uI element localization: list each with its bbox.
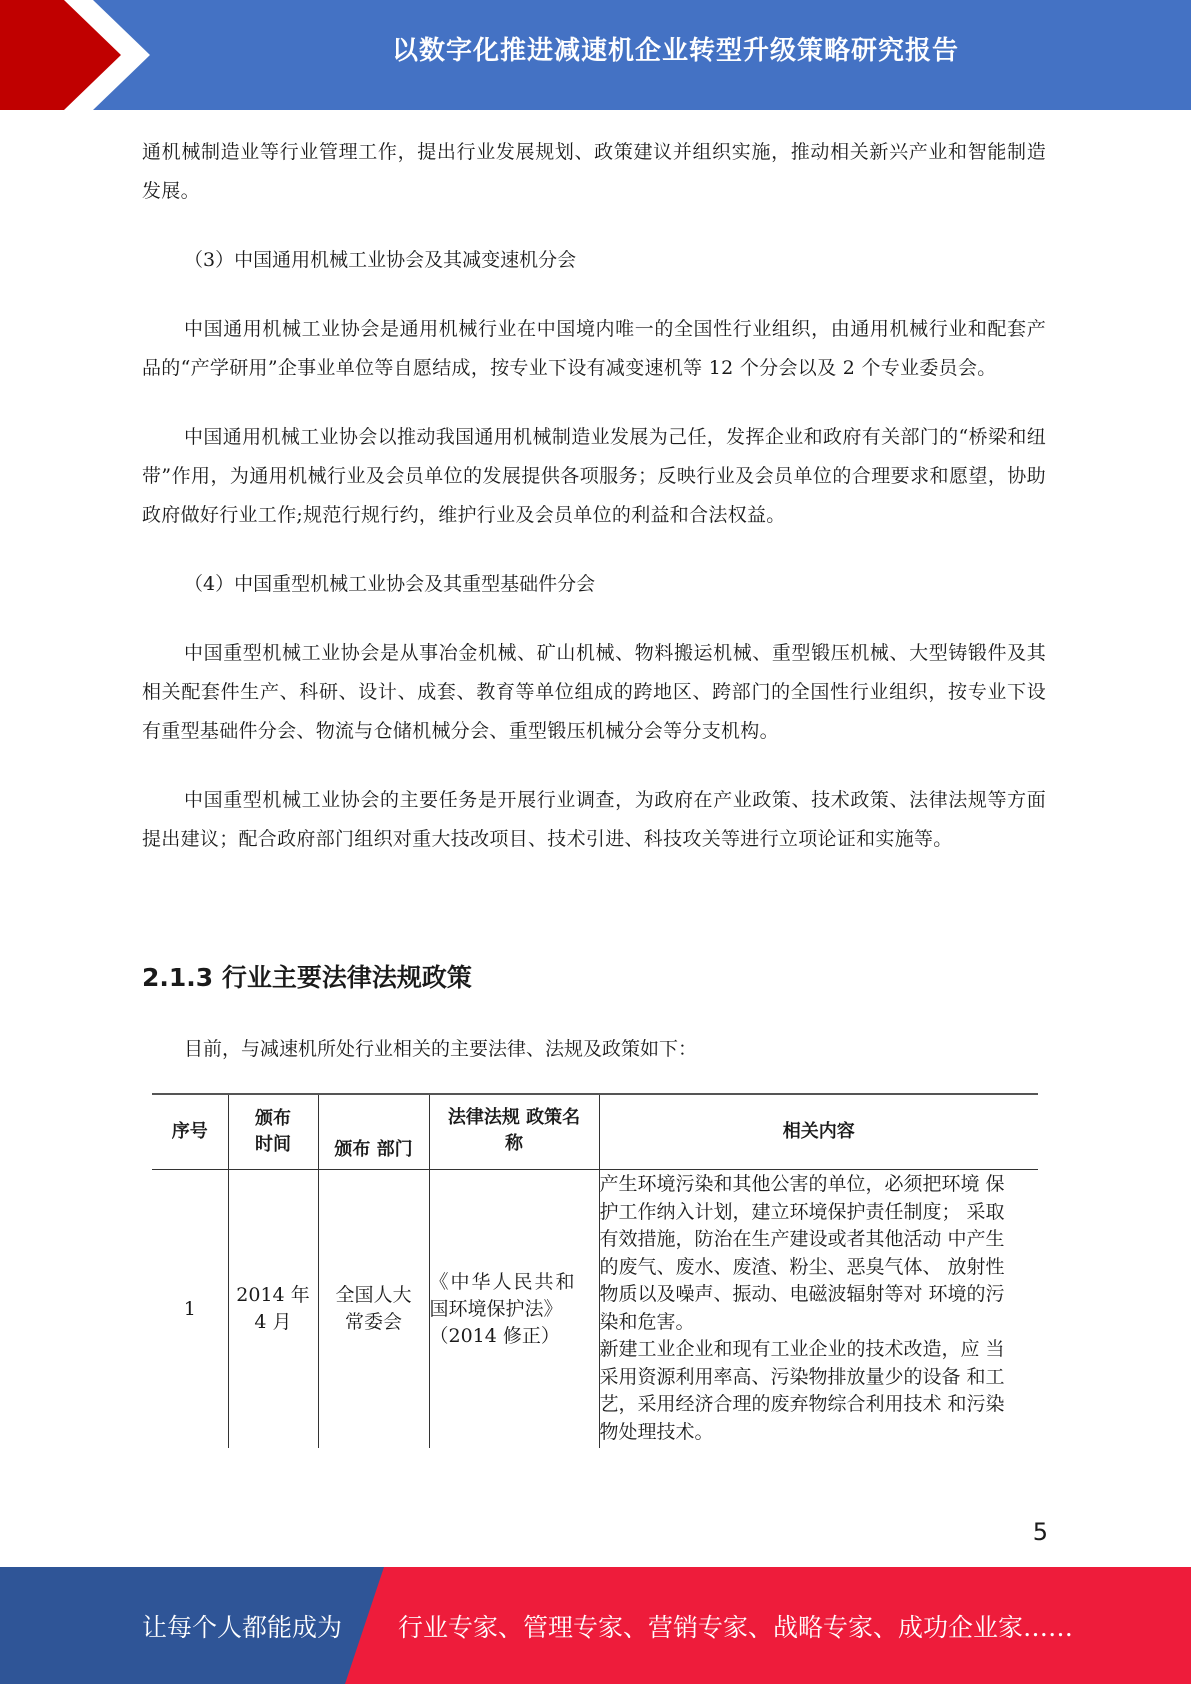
cell-law-line1: 《中华人民共和 xyxy=(429,1270,577,1293)
cell-dept-line1: 全国人大 xyxy=(335,1284,412,1306)
header-law-line1: 法律法规 政策名 xyxy=(447,1107,581,1128)
content-line: 采用资源利用率高、污染物排放量少的设备 和工 xyxy=(599,1365,1005,1388)
cell-dept-line2: 常委会 xyxy=(344,1311,402,1333)
header-law-line2: 称 xyxy=(505,1133,523,1154)
content-line: 新建工业企业和现有工业企业的技术改造，应 当 xyxy=(599,1338,1005,1360)
header-banner xyxy=(0,0,1191,110)
cell-law-line3: （2014 修正） xyxy=(429,1324,560,1347)
cell-law-line2: 国环境保护法》 xyxy=(429,1297,563,1320)
header-content: 相关内容 xyxy=(599,1094,1038,1170)
subheading-4: （4）中国重型机械工业协会及其重型基础件分会 xyxy=(184,573,596,595)
content-line: 物处理技术。 xyxy=(599,1420,714,1443)
cell-dept xyxy=(318,1170,429,1449)
cell-date-line1: 2014 年 xyxy=(236,1284,310,1306)
cell-date-line2: 4 月 xyxy=(254,1311,292,1333)
header-seq: 序号 xyxy=(152,1094,228,1170)
body-text xyxy=(142,133,1046,889)
header-dept: 颁布 部门 xyxy=(318,1094,429,1170)
section-heading: 2.1.3 行业主要法律法规政策 xyxy=(142,963,472,992)
footer-slogan-right: 行业专家、管理专家、营销专家、战略专家、成功企业家…… xyxy=(398,1613,1074,1642)
content-line: 有效措施，防治在生产建设或者其他活动 中产生 xyxy=(599,1228,1005,1250)
paragraph-chmia-tasks: 中国重型机械工业协会的主要任务是开展行业调查，为政府在产业政策、技术政策、法律法规等方面提出建议；配合政府部门组织对重大技改项目、技术引进、科技攻关等进行立项论证和实施等。 xyxy=(142,789,1046,850)
policy-table xyxy=(152,1093,1038,1448)
table-row xyxy=(152,1170,1038,1449)
paragraph-cgmia-role: 中国通用机械工业协会以推动我国通用机械制造业发展为己任，发挥企业和政府有关部门的“桥梁和纽带”作用，为通用机械行业及会员单位的发展提供各项服务；反映行业及会员单位的合理要求和愿望，协助政府做好行业工作;规范行规行约，维护行业及会员单位的利益和合法权益。 xyxy=(142,426,1046,526)
content-line: 护工作纳入计划，建立环境保护责任制度； 采取 xyxy=(599,1200,1005,1223)
cell-date xyxy=(228,1170,318,1449)
content-line: 产生环境污染和其他公害的单位，必须把环境 保 xyxy=(599,1173,1005,1195)
cell-content xyxy=(599,1170,1038,1449)
paragraph-chmia-intro: 中国重型机械工业协会是从事冶金机械、矿山机械、物料搬运机械、重型锻压机械、大型铸锻件及其相关配套件生产、科研、设计、成套、教育等单位组成的跨地区、跨部门的全国性行业组织，按专业下设有重型基础件分会、物流与仓储机械分会、重型锻压机械分会等分支机构。 xyxy=(142,642,1046,742)
page-number: 5 xyxy=(1032,1518,1048,1546)
header-date-line2: 时间 xyxy=(255,1134,291,1155)
paragraph-cgmia-intro: 中国通用机械工业协会是通用机械行业在中国境内唯一的全国性行业组织，由通用机械行业和配套产品的“产学研用”企事业单位等自愿结成，按专业下设有减变速机等 12 个分会以及 2 个专业委员会。 xyxy=(142,318,1046,379)
subheading-3: （3）中国通用机械工业协会及其减变速机分会 xyxy=(184,249,577,271)
content-line: 物质以及噪声、振动、电磁波辐射等对 环境的污 xyxy=(599,1283,1005,1305)
report-title: 以数字化推进减速机企业转型升级策略研究报告 xyxy=(391,36,959,66)
header-law xyxy=(429,1094,599,1170)
content-line: 的废气、废水、废渣、粉尘、恶臭气体、 放射性 xyxy=(599,1255,1005,1278)
paragraph-continuation: 通机械制造业等行业管理工作，提出行业发展规划、政策建议并组织实施，推动相关新兴产业和智能制造发展。 xyxy=(142,141,1046,202)
footer-slogan-left: 让每个人都能成为 xyxy=(142,1613,343,1642)
header-date-line1: 颁布 xyxy=(255,1108,291,1129)
cell-law xyxy=(429,1170,599,1449)
content-line: 染和危害。 xyxy=(599,1310,695,1333)
cell-seq: 1 xyxy=(183,1297,196,1320)
footer-banner xyxy=(0,1567,1191,1684)
section-intro: 目前，与减速机所处行业相关的主要法律、法规及政策如下： xyxy=(184,1038,698,1060)
table-header-row xyxy=(152,1094,1038,1170)
content-line: 艺，采用经济合理的废弃物综合利用技术 和污染 xyxy=(599,1393,1005,1415)
header-date xyxy=(228,1094,318,1170)
